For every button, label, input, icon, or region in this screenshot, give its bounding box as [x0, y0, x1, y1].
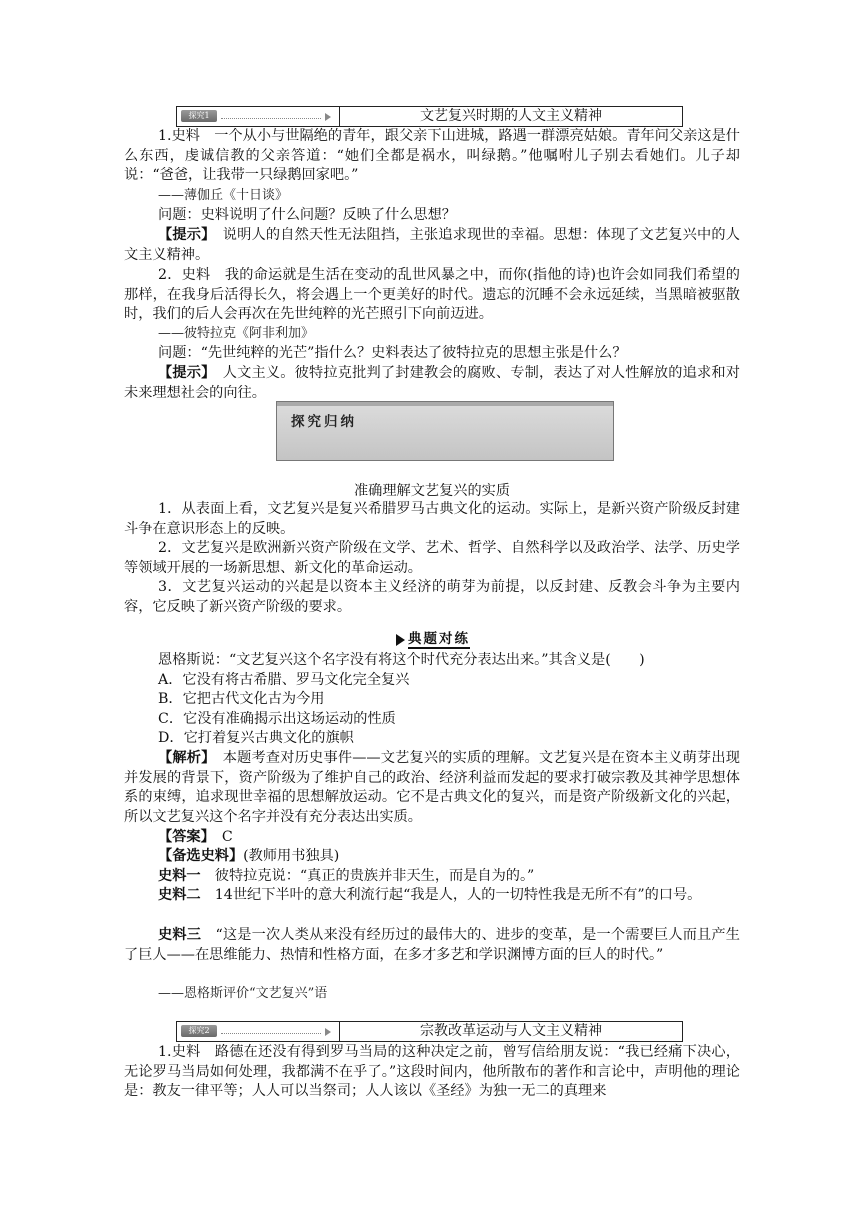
- item2-question: 问题：“先世纯粹的光芒”指什么？史料表达了彼特拉克的思想主张是什么？: [158, 345, 627, 361]
- option-d: D．它打着复兴古典文化的旗帜: [158, 730, 354, 746]
- practice-label: 典题对练: [408, 631, 470, 647]
- item1-text: 1.史料 一个从小与世隔绝的青年，跟父亲下山进城，路遇一群漂亮姑娘。青年问父亲这是什么东西，虔诚信教的父亲答道：“她们全都是祸水，叫绿鹅。”他嘱咐儿子别去看她们。儿子却说：“爸爸，让我带一只绿鹅回家吧。”: [124, 128, 740, 184]
- extra1-text: 彼特拉克说：“真正的贵族并非天生，而是自为的。”: [200, 868, 535, 884]
- section-title: 宗教改革运动与人文主义精神: [420, 1023, 602, 1039]
- item1-source: ——薄伽丘《十日谈》: [158, 188, 289, 203]
- item2-source: ——彼特拉克《阿非利加》: [158, 326, 315, 341]
- section-banner-2: [176, 1021, 683, 1042]
- summary-point-1: 1．从表面上看，文艺复兴是复兴希腊罗马古典文化的运动。实际上，是新兴资产阶级反封建斗争在意识形态上的反映。: [124, 501, 740, 537]
- analysis: [124, 749, 740, 827]
- summary-point-3: 3．文艺复兴运动的兴起是以资本主义经济的萌芽为前提，以反封建、反教会斗争为主要内容，它反映了新兴资产阶级的要求。: [124, 579, 740, 615]
- item1-question: 问题：史料说明了什么问题？反映了什么思想？: [158, 207, 456, 223]
- section-chip: 探究1: [181, 110, 217, 122]
- option-c: C．它没有准确揭示出这场运动的性质: [158, 711, 396, 727]
- extra3-source: ——恩格斯评价“文艺复兴”语: [158, 986, 328, 1001]
- section-tag: [177, 107, 340, 126]
- arrow-icon: [325, 113, 331, 121]
- summary-heading: 准确理解文艺复兴的实质: [353, 483, 511, 499]
- summary-label: 探究归纳: [291, 414, 357, 430]
- summary-point-2: 2．文艺复兴是欧洲新兴资产阶级在文学、艺术、哲学、自然科学以及政治学、法学、历史学等领域开展的一场新思想、新文化的革命运动。: [124, 540, 740, 576]
- answer-text: C: [207, 829, 233, 845]
- extra2-label: 史料二: [158, 887, 201, 903]
- analysis-text: 本题考查对历史事件——文艺复兴的实质的理解。文艺复兴是在资本主义萌芽出现并发展的背景下，资产阶级为了维护自己的政治、经济利益而发起的要求打破宗教及其神学思想体系的束缚，追求现世幸福的思想解放运动。它不是古典文化的复兴，而是资产阶级新文化的兴起，所以文艺复兴这个名字并没有充分表达出实质。: [124, 750, 740, 825]
- option-a: A．它没有将古希腊、罗马文化完全复兴: [158, 672, 410, 688]
- extra2-text: 14世纪下半叶的意大利流行起“我是人，人的一切特性我是无所不有”的口号。: [200, 887, 702, 903]
- summary-box: [276, 401, 614, 461]
- extra-heading: [124, 847, 740, 867]
- practice-question: 恩格斯说：“文艺复兴这个名字没有将这个时代充分表达出来。”其含义是( ): [158, 652, 645, 668]
- practice-header: [396, 631, 496, 649]
- extra1-label: 史料一: [158, 868, 201, 884]
- extra-3: [124, 926, 740, 965]
- section-tag: [177, 1022, 340, 1041]
- hint-label: 【提示】: [158, 227, 209, 243]
- dotted-leader: [221, 1033, 321, 1034]
- section-title: 文艺复兴时期的人文主义精神: [420, 108, 602, 124]
- hint-text: 人文主义。彼特拉克批判了封建教会的腐败、专制，表达了对人性解放的追求和对未来理想社会的向往。: [124, 365, 740, 401]
- option-b: B．它把古代文化古为今用: [158, 691, 325, 707]
- item2-hint: [124, 364, 740, 403]
- analysis-label: 【解析】: [158, 750, 209, 766]
- item1-hint: [124, 226, 740, 265]
- extra3-label: 史料三: [158, 927, 202, 943]
- section-chip: 探究2: [181, 1025, 217, 1037]
- box-shade: [277, 402, 613, 406]
- triangle-icon: [396, 634, 405, 646]
- extra-note: (教师用书独具): [243, 848, 340, 864]
- answer: [124, 828, 740, 848]
- extra-2: [124, 886, 740, 906]
- hint-text: 说明人的自然天性无法阻挡，主张追求现世的幸福。思想：体现了文艺复兴中的人文主义精神。: [124, 227, 740, 263]
- item2-text: 2．史料 我的命运就是生活在变动的乱世风暴之中，而你(指他的诗)也许会如同我们希望的那样，在我身后活得长久，将会遇上一个更美好的时代。遗忘的沉睡不会永远延续，当黑暗被驱散时，我们的后人会再次在先世纯粹的光芒照引下向前迈进。: [124, 267, 740, 323]
- answer-label: 【答案】: [158, 829, 208, 845]
- section-banner-1: [176, 106, 683, 127]
- dotted-leader: [221, 118, 321, 119]
- hint-label: 【提示】: [158, 365, 209, 381]
- extra-1: [124, 867, 740, 887]
- extra3-text: “这是一次人类从来没有经历过的最伟大的、进步的变革，是一个需要巨人而且产生了巨人——在思维能力、热情和性格方面，在多才多艺和学识渊博方面的巨人的时代。”: [124, 927, 740, 963]
- arrow-icon: [325, 1028, 331, 1036]
- section2-item1-text: 1.史料 路德在还没有得到罗马当局的这种决定之前，曾写信给朋友说：“我已经痛下决心，无论罗马当局如何处理，我都满不在乎了。”这段时间内，他所散布的著作和言论中，声明他的理论是：教友一律平等；人人可以当祭司；人人该以《圣经》为独一无二的真理来: [124, 1044, 740, 1100]
- extra-label: 【备选史料】: [158, 848, 244, 864]
